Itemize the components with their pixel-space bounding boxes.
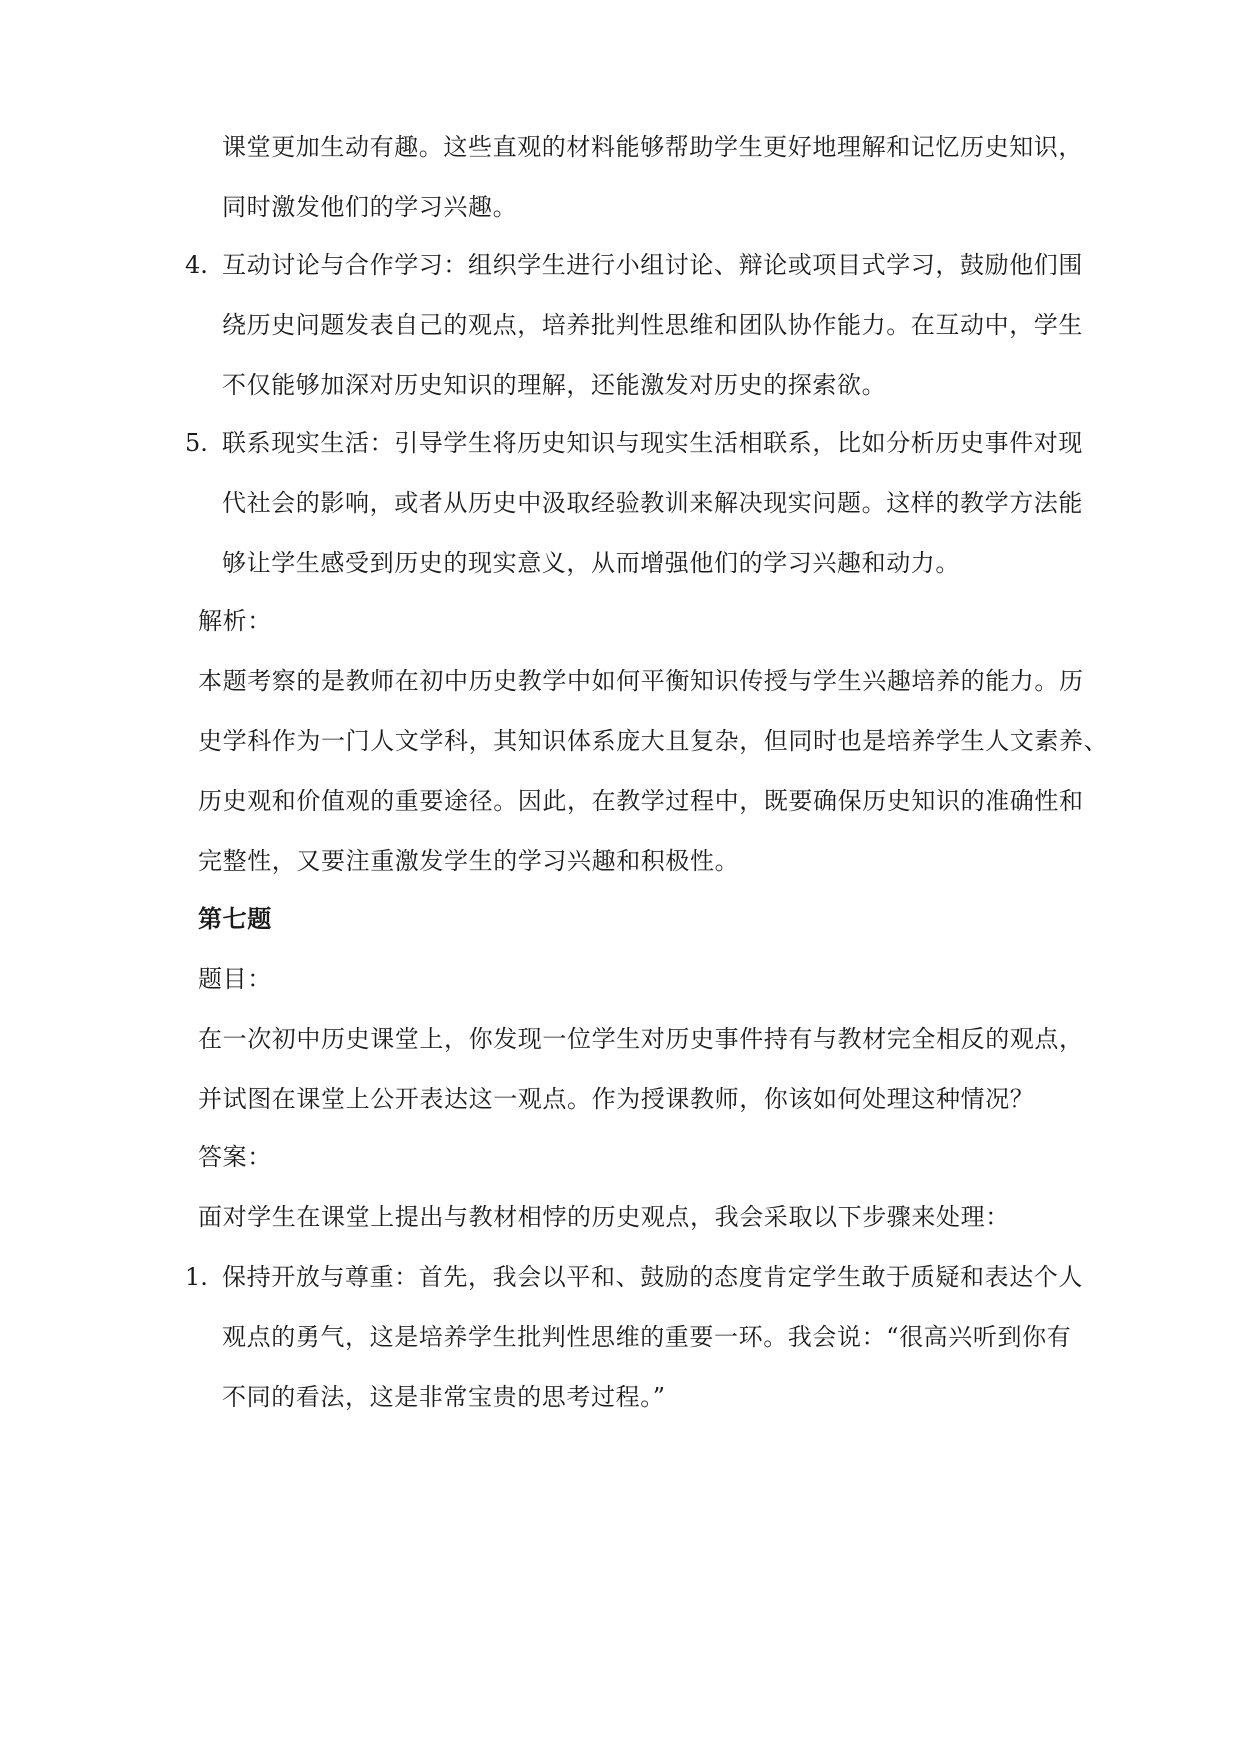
list-item-line: 绕历史问题发表自己的观点，培养批判性思维和团队协作能力。在互动中，学生 bbox=[222, 311, 1083, 339]
list-item-line: 联系现实生活：引导学生将历史知识与现实生活相联系，比如分析历史事件对现 bbox=[222, 429, 1083, 457]
list-item-line: 观点的勇气，这是培养学生批判性思维的重要一环。我会说：“很高兴听到你有 bbox=[222, 1323, 1072, 1351]
intro-line: 同时激发他们的学习兴趣。 bbox=[222, 193, 518, 221]
answer-label: 答案： bbox=[198, 1143, 272, 1171]
analysis-label: 解析： bbox=[198, 607, 272, 635]
list-item-line: 代社会的影响，或者从历史中汲取经验教训来解决现实问题。这样的教学方法能 bbox=[222, 489, 1083, 517]
analysis-line: 完整性，又要注重激发学生的学习兴趣和积极性。 bbox=[198, 847, 740, 875]
analysis-line: 本题考察的是教师在初中历史教学中如何平衡知识传授与学生兴趣培养的能力。历 bbox=[198, 667, 1084, 695]
list-number: 4. bbox=[185, 251, 208, 279]
question-line: 并试图在课堂上公开表达这一观点。作为授课教师，你该如何处理这种情况？ bbox=[198, 1085, 1035, 1113]
question-line: 在一次初中历史课堂上，你发现一位学生对历史事件持有与教材完全相反的观点， bbox=[198, 1025, 1084, 1053]
list-item-line: 够让学生感受到历史的现实意义，从而增强他们的学习兴趣和动力。 bbox=[222, 549, 960, 577]
intro-line: 课堂更加生动有趣。这些直观的材料能够帮助学生更好地理解和记忆历史知识， bbox=[222, 133, 1083, 161]
section-title: 第七题 bbox=[198, 904, 272, 933]
list-item-line: 保持开放与尊重：首先，我会以平和、鼓励的态度肯定学生敢于质疑和表达个人 bbox=[222, 1263, 1083, 1291]
analysis-line: 历史观和价值观的重要途径。因此，在教学过程中，既要确保历史知识的准确性和 bbox=[198, 787, 1084, 815]
analysis-line: 史学科作为一门人文学科，其知识体系庞大且复杂，但同时也是培养学生人文素养、 bbox=[198, 727, 1109, 755]
list-item-line: 互动讨论与合作学习：组织学生进行小组讨论、辩论或项目式学习，鼓励他们围 bbox=[222, 251, 1083, 279]
answer-intro: 面对学生在课堂上提出与教材相悖的历史观点，我会采取以下步骤来处理： bbox=[198, 1203, 1010, 1231]
list-item-line: 不同的看法，这是非常宝贵的思考过程。” bbox=[222, 1383, 666, 1411]
question-label: 题目： bbox=[198, 965, 272, 993]
list-number: 1. bbox=[185, 1263, 208, 1291]
list-item-line: 不仅能够加深对历史知识的理解，还能激发对历史的探索欲。 bbox=[222, 371, 887, 399]
list-number: 5. bbox=[185, 429, 208, 457]
